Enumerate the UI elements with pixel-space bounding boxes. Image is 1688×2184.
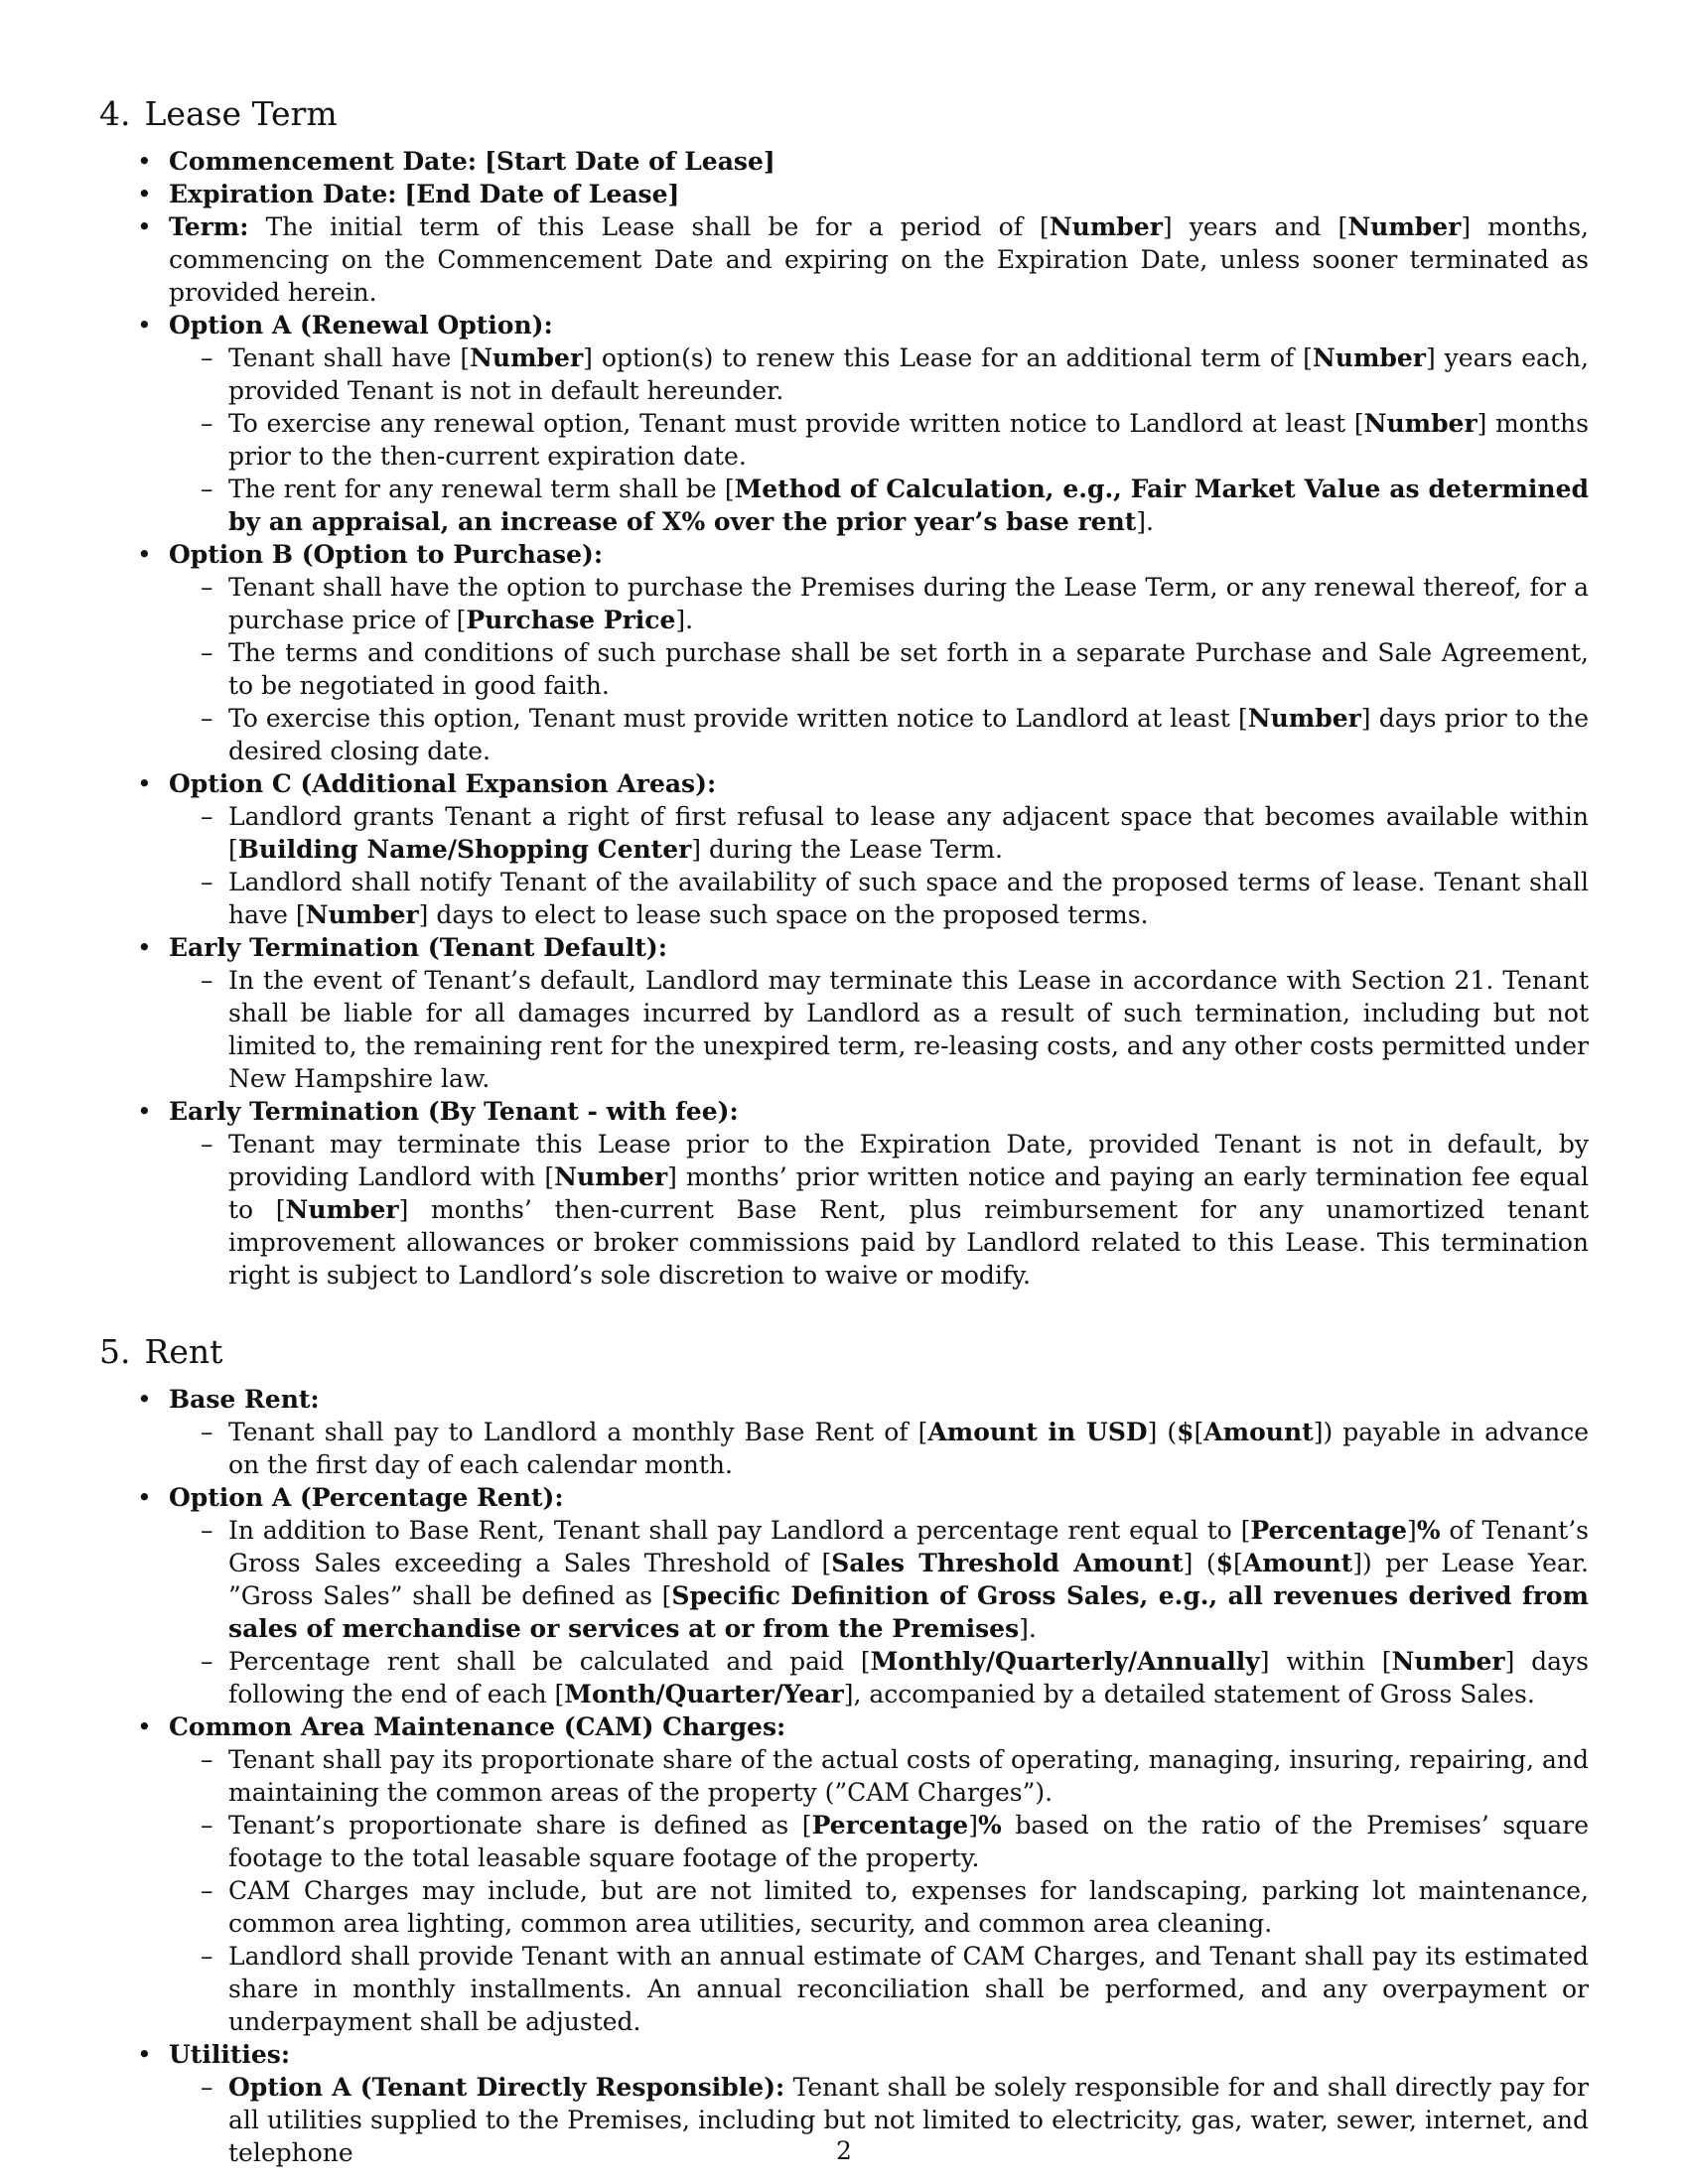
rent-list xyxy=(99,1383,1589,2169)
sub-list xyxy=(169,341,1589,538)
sub-list-item: – In the event of Tenant’s default, Landlord may terminate this Lease in accordance with Section 21. Tenant shall be liable for all damages incurred by Landlord as a result of such termination, including but not limited to, the remaining rent for the unexpired term, re-leasing costs, and any other costs permitted under New Hampshire law. xyxy=(169,964,1589,1095)
list-item: • Utilities: – Option A (Tenant Directly Responsible): Tenant shall be solely responsible for and shall directly pay for all utilities supplied to the Premises, including but not limited to electricity, gas, water, sewer, internet, and telephone xyxy=(99,2038,1589,2169)
page-content xyxy=(99,93,1589,2169)
list-item: • Option A (Percentage Rent): – In addition to Base Rent, Tenant shall pay Landlord a percentage rent equal to [Percentage]% of Tenant’s Gross Sales exceeding a Sales Threshold of [Sales Threshold Amount] ($[Amount]) per Lease Year. ”Gross Sales” shall be defined as [Specific Definition of Gross Sales, e.g., all revenues derived from sales of merchandise or services at or from the Premises]. – Percentage rent shall be calculated and paid [Monthly/Quarterly/Annually] within [Number] days following the end of each [Month/Quarter/Year], accompanied by a detailed statement of Gross Sales. xyxy=(99,1481,1589,1710)
sub-list-item: – Option A (Tenant Directly Responsible): Tenant shall be solely responsible for and shall directly pay for all utilities supplied to the Premises, including but not limited to electricity, gas, water, sewer, internet, and telephone xyxy=(169,2071,1589,2169)
sub-list-item: – The rent for any renewal term shall be [Method of Calculation, e.g., Fair Market Value as determined by an appraisal, an increase of X% over the prior year’s base rent]. xyxy=(169,473,1589,538)
sub-list-item: – The terms and conditions of such purchase shall be set forth in a separate Purchase and Sale Agreement, to be negotiated in good faith. xyxy=(169,636,1589,702)
sub-list xyxy=(169,1743,1589,2038)
page-number: 2 xyxy=(836,2136,852,2165)
list-item: • Option B (Option to Purchase): – Tenant shall have the option to purchase the Premises during the Lease Term, or any renewal thereof, for a purchase price of [Purchase Price]. – The terms and conditions of such purchase shall be set forth in a separate Purchase and Sale Agreement, to be negotiated in good faith. – To exercise this option, Tenant must provide written notice to Landlord at least [Number] days prior to the desired closing date. xyxy=(99,538,1589,767)
list-item: • Option A (Renewal Option): – Tenant shall have [Number] option(s) to renew this Lease for an additional term of [Number] years each, provided Tenant is not in default hereunder. – To exercise any renewal option, Tenant must provide written notice to Landlord at least [Number] months prior to the then-current expiration date. – The rent for any renewal term shall be [Method of Calculation, e.g., Fair Market Value as determined by an appraisal, an increase of X% over the prior year’s base rent]. xyxy=(99,309,1589,538)
sub-list-item: – In addition to Base Rent, Tenant shall pay Landlord a percentage rent equal to [Percentage]% of Tenant’s Gross Sales exceeding a Sales Threshold of [Sales Threshold Amount] ($[Amount]) per Lease Year. ”Gross Sales” shall be defined as [Specific Definition of Gross Sales, e.g., all revenues derived from sales of merchandise or services at or from the Premises]. xyxy=(169,1514,1589,1645)
sub-list-item: – Landlord grants Tenant a right of first refusal to lease any adjacent space that becomes available within [Building Name/Shopping Center] during the Lease Term. xyxy=(169,800,1589,866)
list-item: • Early Termination (Tenant Default): – In the event of Tenant’s default, Landlord may terminate this Lease in accordance with Section 21. Tenant shall be liable for all damages incurred by Landlord as a result of such termination, including but not limited to, the remaining rent for the unexpired term, re-leasing costs, and any other costs permitted under New Hampshire law. xyxy=(99,931,1589,1095)
sub-list xyxy=(169,800,1589,931)
list-item: • Base Rent: – Tenant shall pay to Landlord a monthly Base Rent of [Amount in USD] ($[Amount]) payable in advance on the first day of each calendar month. xyxy=(99,1383,1589,1481)
sub-list xyxy=(169,571,1589,767)
sub-list-item: – CAM Charges may include, but are not limited to, expenses for landscaping, parking lot maintenance, common area lighting, common area utilities, security, and common area cleaning. xyxy=(169,1874,1589,1940)
sub-list-item: – Tenant shall have the option to purchase the Premises during the Lease Term, or any renewal thereof, for a purchase price of [Purchase Price]. xyxy=(169,571,1589,636)
list-item: • Common Area Maintenance (CAM) Charges: – Tenant shall pay its proportionate share of the actual costs of operating, managing, insuring, repairing, and maintaining the common areas of the property (”CAM Charges”). – Tenant’s proportionate share is defined as [Percentage]% based on the ratio of the Premises’ square footage to the total leasable square footage of the property. – CAM Charges may include, but are not limited to, expenses for landscaping, parking lot maintenance, common area lighting, common area utilities, security, and common area cleaning. – Landlord shall provide Tenant with an annual estimate of CAM Charges, and Tenant shall pay its estimated share in monthly installments. An annual reconciliation shall be performed, and any overpayment or underpayment shall be adjusted. xyxy=(99,1710,1589,2038)
rent-section xyxy=(99,1331,1589,2169)
sub-list-item: – Tenant shall pay its proportionate share of the actual costs of operating, managing, insuring, repairing, and maintaining the common areas of the property (”CAM Charges”). xyxy=(169,1743,1589,1809)
sub-list-item: – Percentage rent shall be calculated and paid [Monthly/Quarterly/Annually] within [Number] days following the end of each [Month/Quarter/Year], accompanied by a detailed statement of Gross Sales. xyxy=(169,1645,1589,1710)
sub-list-item: – Tenant shall pay to Landlord a monthly Base Rent of [Amount in USD] ($[Amount]) payable in advance on the first day of each calendar month. xyxy=(169,1416,1589,1481)
sub-list-item: – Tenant may terminate this Lease prior to the Expiration Date, provided Tenant is not in default, by providing Landlord with [Number] months’ prior written notice and paying an early termination fee equal to [Number] months’ then-current Base Rent, plus reimbursement for any unamortized tenant improvement allowances or broker commissions paid by Landlord related to this Lease. This termination right is subject to Landlord’s sole discretion to waive or modify. xyxy=(169,1128,1589,1292)
sub-list-item: – Tenant’s proportionate share is defined as [Percentage]% based on the ratio of the Premises’ square footage to the total leasable square footage of the property. xyxy=(169,1809,1589,1874)
sub-list xyxy=(169,1128,1589,1292)
sub-list-item: – Landlord shall notify Tenant of the availability of such space and the proposed terms of lease. Tenant shall have [Number] days to elect to lease such space on the proposed terms. xyxy=(169,866,1589,931)
lease-term-list xyxy=(99,145,1589,1292)
list-item: • Early Termination (By Tenant - with fee): – Tenant may terminate this Lease prior to the Expiration Date, provided Tenant is not in default, by providing Landlord with [Number] months’ prior written notice and paying an early termination fee equal to [Number] months’ then-current Base Rent, plus reimbursement for any unamortized tenant improvement allowances or broker commissions paid by Landlord related to this Lease. This termination right is subject to Landlord’s sole discretion to waive or modify. xyxy=(99,1095,1589,1292)
list-item: • Expiration Date: [End Date of Lease] xyxy=(99,178,1589,210)
section-heading-rent: 5. Rent xyxy=(99,1332,223,1371)
sub-list xyxy=(169,964,1589,1095)
section-heading-lease-term: 4. Lease Term xyxy=(99,94,338,133)
sub-list-item: – To exercise any renewal option, Tenant must provide written notice to Landlord at least [Number] months prior to the then-current expiration date. xyxy=(169,407,1589,473)
sub-list xyxy=(169,1514,1589,1710)
list-item: • Option C (Additional Expansion Areas): – Landlord grants Tenant a right of first refusal to lease any adjacent space that becomes available within [Building Name/Shopping Center] during the Lease Term. – Landlord shall notify Tenant of the availability of such space and the proposed terms of lease. Tenant shall have [Number] days to elect to lease such space on the proposed terms. xyxy=(99,767,1589,931)
sub-list-item: – Landlord shall provide Tenant with an annual estimate of CAM Charges, and Tenant shall pay its estimated share in monthly installments. An annual reconciliation shall be performed, and any overpayment or underpayment shall be adjusted. xyxy=(169,1940,1589,2038)
list-item: • Commencement Date: [Start Date of Lease] xyxy=(99,145,1589,178)
list-item: • Term: The initial term of this Lease shall be for a period of [Number] years and [Number] months, commencing on the Commencement Date and expiring on the Expiration Date, unless sooner terminated as provided herein. xyxy=(99,210,1589,309)
sub-list-item: – To exercise this option, Tenant must provide written notice to Landlord at least [Number] days prior to the desired closing date. xyxy=(169,702,1589,767)
sub-list xyxy=(169,1416,1589,1481)
sub-list-item: – Tenant shall have [Number] option(s) to renew this Lease for an additional term of [Number] years each, provided Tenant is not in default hereunder. xyxy=(169,341,1589,407)
